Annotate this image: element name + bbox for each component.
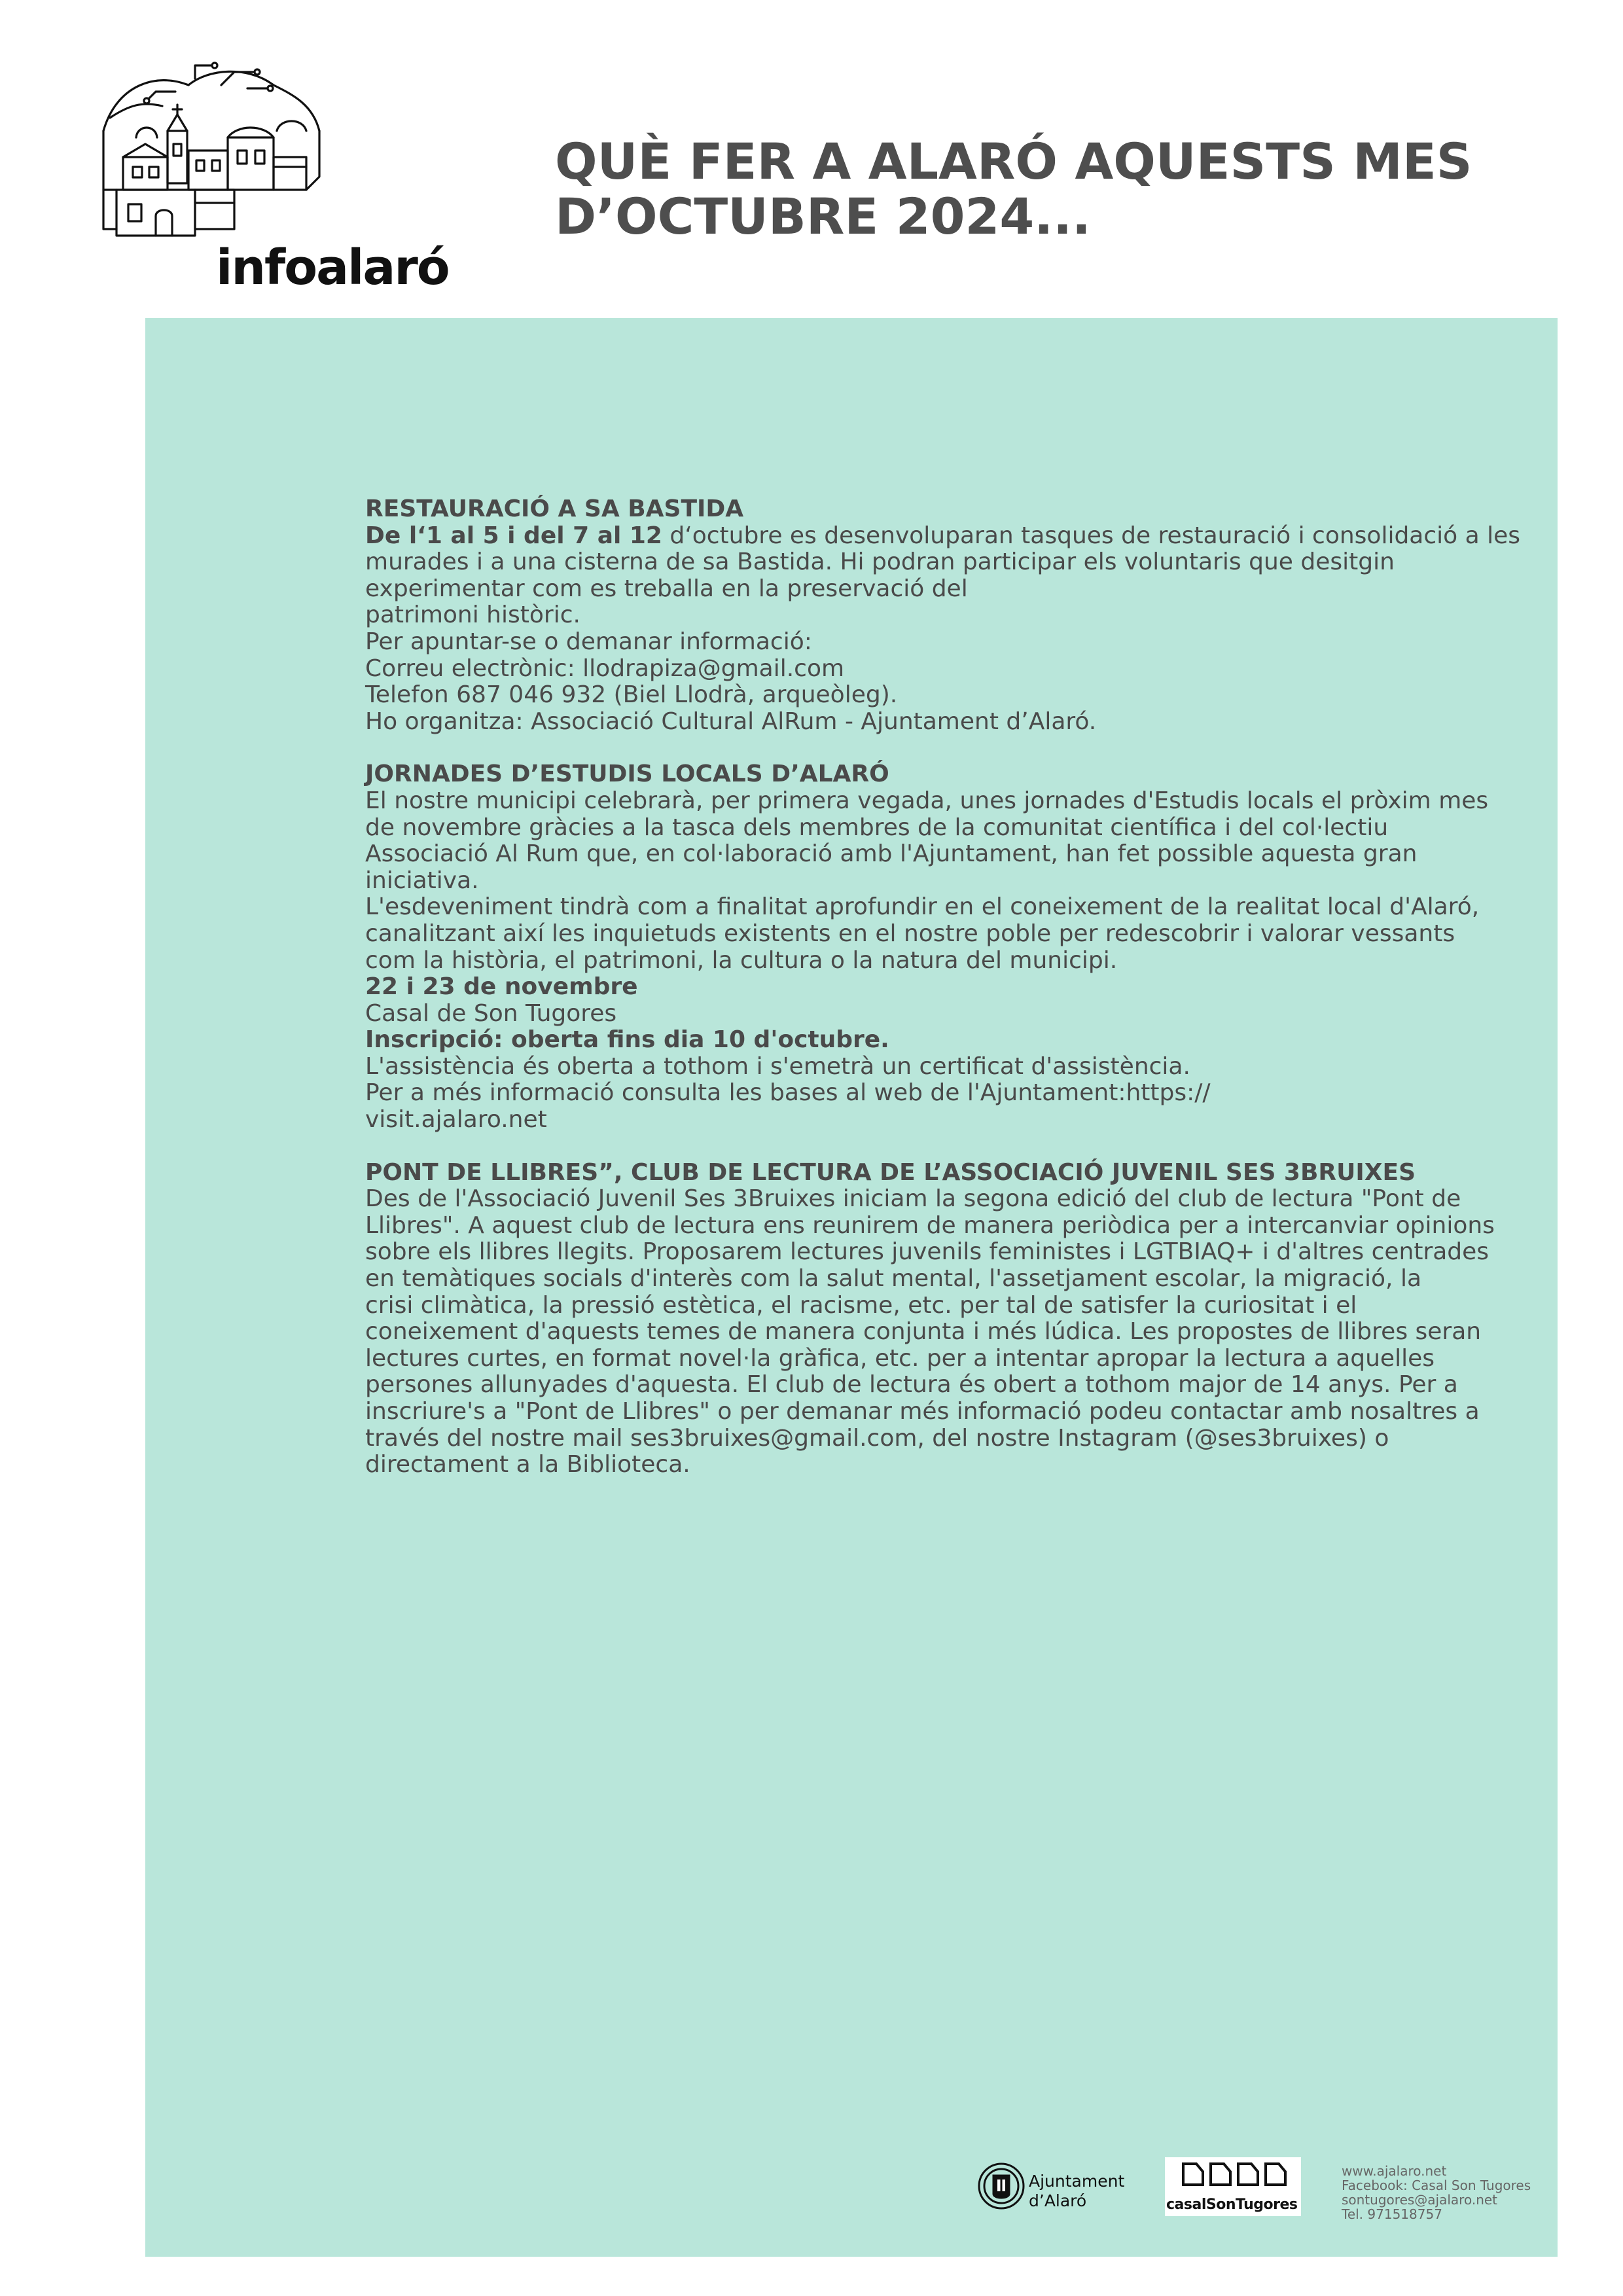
event-text: murades i a una cisterna de sa Bastida. Hi podran participar els voluntaris que desitgin [365, 548, 1395, 576]
title-line-2: D’OCTUBRE 2024... [555, 187, 1091, 245]
event-text: L'assistència és oberta a tothom i s'emetrà un certificat d'assistència. [365, 1052, 1190, 1080]
event-text: de novembre gràcies a la tasca dels membres de la comunitat científica i del col·lectiu [365, 814, 1389, 841]
event-text-line [365, 682, 1563, 709]
title-line-1: QUÈ FER A ALARÓ AQUESTS MES [555, 132, 1472, 190]
casal-logo-icon [1165, 2157, 1301, 2194]
event-text-line [365, 1213, 1563, 1240]
event-highlight: De l‘1 al 5 i del 7 al 12 [365, 522, 662, 549]
event-text-line [365, 523, 1563, 550]
event-text: coneixement d'aquests temes de manera conjunta i més lúdica. Les propostes de llibres seran [365, 1318, 1482, 1346]
event-heading: JORNADES D’ESTUDIS LOCALS D’ALARÓ [365, 761, 889, 788]
event-text-line [365, 1372, 1563, 1399]
event-text-line [365, 1186, 1563, 1213]
event-text: través del nostre mail ses3bruixes@gmail.com, del nostre Instagram (@ses3bruixes) o [365, 1424, 1389, 1452]
ajuntament-line-1: Ajuntament [1029, 2172, 1125, 2191]
event-text: Per a més informació consulta les bases al web de l'Ajuntament:https:// [365, 1079, 1211, 1107]
event-text: patrimoni històric. [365, 601, 580, 629]
event-text: canalitzant així les inquietuds existents en el nostre poble per redescobrir i valorar vessants [365, 920, 1455, 947]
event-text: sobre els llibres llegits. Proposarem lectures juvenils feministes i LGTBIAQ+ i d'altres centrades [365, 1238, 1489, 1266]
event-text-line [365, 974, 1563, 1001]
event-text: iniciativa. [365, 867, 479, 894]
event-text: Correu electrònic: llodrapiza@gmail.com [365, 655, 845, 682]
event-text-line [365, 1080, 1563, 1107]
event-text-line [365, 656, 1563, 683]
event-highlight: Inscripció: oberta fins dia 10 d'octubre. [365, 1026, 889, 1054]
event-text-line [365, 868, 1563, 895]
event-text-line [365, 1266, 1563, 1293]
event-text-line [365, 629, 1563, 656]
contact-email: sontugores@ajalaro.net [1342, 2192, 1498, 2208]
event-text-line [365, 841, 1563, 868]
event-text-line [365, 815, 1563, 842]
event-text: directament a la Biblioteca. [365, 1451, 690, 1479]
event-text: Llibres". A aquest club de lectura ens reunirem de manera periòdica per a intercanviar opinions [365, 1211, 1495, 1239]
event-text-line [365, 948, 1563, 975]
town-illustration-logo [97, 59, 332, 255]
event-heading: PONT DE LLIBRES”, CLUB DE LECTURA DE L’ASSOCIACIÓ JUVENIL SES 3BRUIXES [365, 1158, 1416, 1186]
event-highlight: 22 i 23 de novembre [365, 973, 638, 1001]
event-text-line [365, 709, 1563, 736]
event-text: Des de l'Associació Juvenil Ses 3Bruixes iniciam la segona edició del club de lectura "Pont de [365, 1185, 1461, 1213]
event-text-line [365, 788, 1563, 815]
event-text: Telefon 687 046 932 (Biel Llodrà, arqueòleg). [365, 681, 898, 709]
event-text-line [365, 1319, 1563, 1346]
event-text: Ho organitza: Associació Cultural AlRum - Ajuntament d’Alaró. [365, 708, 1097, 735]
event-text: persones allunyades d'aquesta. El club de lectura és obert a tothom major de 14 anys. Per a [365, 1371, 1458, 1399]
event-text: Associació Al Rum que, en col·laboració amb l'Ajuntament, han fet possible aquesta gran [365, 840, 1418, 868]
page-title [555, 134, 1537, 244]
casal-name: casalSonTugores [1166, 2197, 1298, 2213]
ajuntament-line-2: d’Alaró [1029, 2191, 1087, 2210]
event-section [365, 496, 1563, 735]
event-text: visit.ajalaro.net [365, 1106, 547, 1134]
event-text-line [365, 1399, 1563, 1426]
contact-web: www.ajalaro.net [1342, 2163, 1447, 2179]
brand-name: infoalaró [216, 240, 449, 296]
event-text-line [365, 1027, 1563, 1054]
event-text-line [365, 1426, 1563, 1452]
event-text-line [365, 1239, 1563, 1266]
event-text: experimentar com es treballa en la preservació del [365, 575, 968, 602]
contact-facebook: Facebook: Casal Son Tugores [1342, 2178, 1531, 2193]
event-text: L'esdeveniment tindrà com a finalitat aprofundir en el coneixement de la realitat local d'Alaró, [365, 893, 1480, 921]
event-text-line [365, 921, 1563, 948]
event-text-line [365, 1054, 1563, 1081]
event-text-line [365, 602, 1563, 629]
event-text: Per apuntar-se o demanar informació: [365, 628, 812, 655]
event-text-line [365, 894, 1563, 921]
event-text-line [365, 1293, 1563, 1319]
event-text: El nostre municipi celebrarà, per primera vegada, unes jornades d'Estudis locals el pròxim mes [365, 787, 1489, 814]
contact-phone: Tel. 971518757 [1342, 2206, 1442, 2222]
event-text-line [365, 549, 1563, 576]
event-text-line [365, 1001, 1563, 1028]
event-text: lectures curtes, en format novel·la gràfica, etc. per a intentar apropar la lectura a aquelles [365, 1344, 1435, 1372]
event-text: inscriure's a "Pont de Llibres" o per demanar més informació podeu contactar amb nosaltres a [365, 1398, 1480, 1425]
event-heading: RESTAURACIÓ A SA BASTIDA [365, 495, 744, 522]
event-text: d‘octubre es desenvoluparan tasques de restauració i consolidació a les [662, 522, 1521, 549]
events-list [365, 496, 1563, 1505]
contact-info [1342, 2164, 1531, 2221]
event-text-line [365, 1346, 1563, 1372]
event-text-line [365, 1107, 1563, 1134]
event-text: Casal de Son Tugores [365, 999, 617, 1027]
event-section [365, 1160, 1563, 1479]
event-text-line [365, 1452, 1563, 1479]
event-text-line [365, 576, 1563, 603]
event-text: en temàtiques socials d'interès com la salut mental, l'assetjament escolar, la migració, la [365, 1265, 1422, 1293]
event-text: crisi climàtica, la pressió estètica, el racisme, etc. per tal de satisfer la curiositat i el [365, 1291, 1357, 1319]
event-text: com la història, el patrimoni, la cultura o la natura del municipi. [365, 946, 1118, 974]
event-section [365, 761, 1563, 1133]
ajuntament-name [1029, 2172, 1124, 2211]
